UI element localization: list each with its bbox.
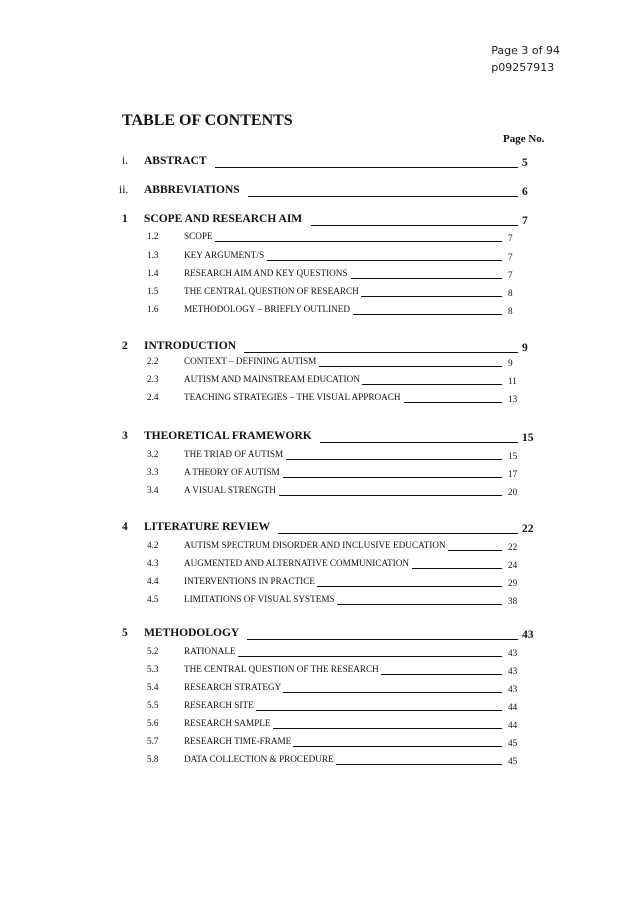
toc-section-row[interactable]	[0, 155, 638, 171]
toc-entry-page: 8	[508, 306, 513, 316]
toc-entry-title: SCOPE AND RESEARCH AIM	[144, 213, 303, 225]
toc-entry-page: 22	[508, 542, 518, 552]
toc-entry-number: 3.4	[147, 485, 159, 495]
toc-entry-number: 3.2	[147, 449, 159, 459]
leader-line	[273, 728, 502, 729]
toc-entry-page: 5	[522, 157, 528, 169]
leader-line	[248, 196, 518, 197]
toc-entry-number: 4	[122, 521, 128, 533]
toc-entry-title: RESEARCH SITE	[184, 700, 254, 710]
page-header	[491, 42, 560, 76]
leader-line	[319, 366, 502, 367]
toc-subsection-row[interactable]	[0, 646, 638, 662]
toc-subsection-row[interactable]	[0, 449, 638, 465]
toc-entry-title: LIMITATIONS OF VISUAL SYSTEMS	[184, 594, 335, 604]
leader-line	[381, 674, 502, 675]
toc-entry-page: 45	[508, 756, 518, 766]
toc-entry-page: 29	[508, 578, 518, 588]
toc-entry-page: 7	[508, 233, 513, 243]
toc-entry-page: 38	[508, 596, 518, 606]
toc-entry-number: 1.6	[147, 304, 159, 314]
leader-line	[267, 260, 502, 261]
toc-entry-number: 2	[122, 340, 128, 352]
toc-subsection-row[interactable]	[0, 754, 638, 770]
toc-subsection-row[interactable]	[0, 356, 638, 372]
leader-line	[320, 442, 518, 443]
toc-entry-page: 43	[508, 648, 518, 658]
toc-entry-title: KEY ARGUMENT/S	[184, 250, 265, 260]
toc-subsection-row[interactable]	[0, 374, 638, 390]
toc-section-row[interactable]	[0, 430, 638, 446]
toc-entry-number: 1	[122, 213, 128, 225]
toc-entry-title: RESEARCH AIM AND KEY QUESTIONS	[184, 268, 348, 278]
toc-entry-title: AUGMENTED AND ALTERNATIVE COMMUNICATION	[184, 558, 409, 568]
toc-entry-title: LITERATURE REVIEW	[144, 521, 270, 533]
toc-entry-number: 5.5	[147, 700, 159, 710]
leader-line	[336, 764, 502, 765]
toc-entry-title: AUTISM AND MAINSTREAM EDUCATION	[184, 374, 360, 384]
leader-line	[311, 225, 518, 226]
toc-entry-title: A VISUAL STRENGTH	[184, 485, 276, 495]
leader-line	[244, 352, 518, 353]
toc-section-row[interactable]	[0, 213, 638, 229]
toc-entry-page: 17	[508, 469, 518, 479]
toc-entry-number: 4.4	[147, 576, 159, 586]
leader-line	[448, 550, 502, 551]
leader-line	[362, 384, 502, 385]
toc-subsection-row[interactable]	[0, 250, 638, 266]
toc-entry-page: 9	[522, 342, 528, 354]
toc-entry-title: METHODOLOGY – BRIEFLY OUTLINED	[184, 304, 351, 314]
toc-entry-page: 9	[508, 358, 513, 368]
toc-entry-page: 45	[508, 738, 518, 748]
leader-line	[278, 533, 518, 534]
toc-entry-number: 2.3	[147, 374, 159, 384]
document-id: p09257913	[491, 61, 555, 74]
toc-subsection-row[interactable]	[0, 485, 638, 501]
toc-subsection-row[interactable]	[0, 231, 638, 247]
toc-entry-number: i.	[122, 155, 129, 167]
toc-entry-title: A THEORY OF AUTISM	[184, 467, 280, 477]
toc-entry-page: 11	[508, 376, 517, 386]
toc-entry-page: 44	[508, 720, 518, 730]
toc-entry-title: THE CENTRAL QUESTION OF THE RESEARCH	[184, 664, 379, 674]
leader-line	[404, 402, 502, 403]
toc-subsection-row[interactable]	[0, 664, 638, 680]
toc-entry-title: DATA COLLECTION & PROCEDURE	[184, 754, 334, 764]
toc-entry-title: ABBREVIATIONS	[144, 184, 240, 196]
toc-subsection-row[interactable]	[0, 540, 638, 556]
toc-entry-title: SCOPE	[184, 231, 213, 241]
toc-entry-number: 5	[122, 627, 128, 639]
toc-entry-title: INTRODUCTION	[144, 340, 237, 352]
toc-entry-title: THEORETICAL FRAMEWORK	[144, 430, 312, 442]
leader-line	[361, 296, 502, 297]
toc-entry-number: 1.3	[147, 250, 159, 260]
toc-subsection-row[interactable]	[0, 286, 638, 302]
toc-entry-page: 7	[508, 252, 513, 262]
toc-entry-title: TEACHING STRATEGIES – THE VISUAL APPROACH	[184, 392, 401, 402]
toc-entry-number: 5.2	[147, 646, 159, 656]
toc-entry-title: THE CENTRAL QUESTION OF RESEARCH	[184, 286, 359, 296]
toc-entry-title: METHODOLOGY	[144, 627, 240, 639]
toc-section-row[interactable]	[0, 627, 638, 643]
toc-entry-title: RESEARCH STRATEGY	[184, 682, 282, 692]
page-no-header: Page No.	[503, 133, 545, 145]
toc-entry-page: 15	[508, 451, 518, 461]
toc-entry-number: ii.	[119, 184, 129, 196]
toc-entry-number: 4.5	[147, 594, 159, 604]
toc-subsection-row[interactable]	[0, 594, 638, 610]
toc-entry-page: 43	[508, 666, 518, 676]
toc-entry-page: 15	[522, 432, 534, 444]
leader-line	[215, 167, 518, 168]
toc-entry-title: AUTISM SPECTRUM DISORDER AND INCLUSIVE EDUCATION	[184, 540, 446, 550]
toc-subsection-row[interactable]	[0, 268, 638, 284]
toc-entry-page: 24	[508, 560, 518, 570]
toc-entry-page: 43	[522, 629, 534, 641]
toc-entry-title: RESEARCH TIME-FRAME	[184, 736, 292, 746]
toc-entry-number: 5.7	[147, 736, 159, 746]
toc-section-row[interactable]	[0, 340, 638, 356]
leader-line	[353, 314, 502, 315]
toc-subsection-row[interactable]	[0, 718, 638, 734]
toc-entry-page: 8	[508, 288, 513, 298]
toc-entry-number: 1.4	[147, 268, 159, 278]
toc-entry-title: CONTEXT – DEFINING AUTISM	[184, 356, 317, 366]
leader-line	[238, 656, 502, 657]
leader-line	[283, 477, 502, 478]
toc-entry-title: INTERVENTIONS IN PRACTICE	[184, 576, 315, 586]
toc-title: TABLE OF CONTENTS	[122, 112, 293, 129]
toc-subsection-row[interactable]	[0, 558, 638, 574]
toc-section-row[interactable]	[0, 184, 638, 200]
leader-line	[247, 639, 518, 640]
toc-entry-number: 5.8	[147, 754, 159, 764]
toc-subsection-row[interactable]	[0, 736, 638, 752]
toc-entry-number: 5.3	[147, 664, 159, 674]
toc-entry-page: 20	[508, 487, 518, 497]
toc-subsection-row[interactable]	[0, 682, 638, 698]
toc-entry-number: 5.4	[147, 682, 159, 692]
toc-subsection-row[interactable]	[0, 700, 638, 716]
leader-line	[283, 692, 502, 693]
toc-subsection-row[interactable]	[0, 576, 638, 592]
toc-entry-number: 4.2	[147, 540, 159, 550]
toc-subsection-row[interactable]	[0, 392, 638, 408]
toc-entry-title: RATIONALE	[184, 646, 236, 656]
toc-entry-number: 3	[122, 430, 128, 442]
toc-subsection-row[interactable]	[0, 467, 638, 483]
toc-entry-number: 1.2	[147, 231, 159, 241]
leader-line	[351, 278, 502, 279]
toc-entry-title: ABSTRACT	[144, 155, 207, 167]
toc-entry-number: 1.5	[147, 286, 159, 296]
toc-entry-page: 7	[508, 270, 513, 280]
leader-line	[317, 586, 502, 587]
leader-line	[279, 495, 502, 496]
leader-line	[412, 568, 502, 569]
page-counter: Page 3 of 94	[491, 44, 560, 57]
toc-entry-page: 7	[522, 215, 528, 227]
toc-section-row[interactable]	[0, 521, 638, 537]
leader-line	[215, 241, 502, 242]
toc-entry-page: 6	[522, 186, 528, 198]
toc-entry-number: 3.3	[147, 467, 159, 477]
toc-entry-number: 2.4	[147, 392, 159, 402]
leader-line	[256, 710, 502, 711]
leader-line	[293, 746, 502, 747]
toc-entry-page: 22	[522, 523, 534, 535]
toc-entry-page: 13	[508, 394, 518, 404]
toc-entry-number: 5.6	[147, 718, 159, 728]
toc-entry-title: RESEARCH SAMPLE	[184, 718, 271, 728]
toc-entry-title: THE TRIAD OF AUTISM	[184, 449, 284, 459]
toc-subsection-row[interactable]	[0, 304, 638, 320]
toc-entry-number: 2.2	[147, 356, 159, 366]
toc-entry-page: 43	[508, 684, 518, 694]
toc-entry-page: 44	[508, 702, 518, 712]
toc-entry-number: 4.3	[147, 558, 159, 568]
leader-line	[286, 459, 502, 460]
leader-line	[337, 604, 502, 605]
